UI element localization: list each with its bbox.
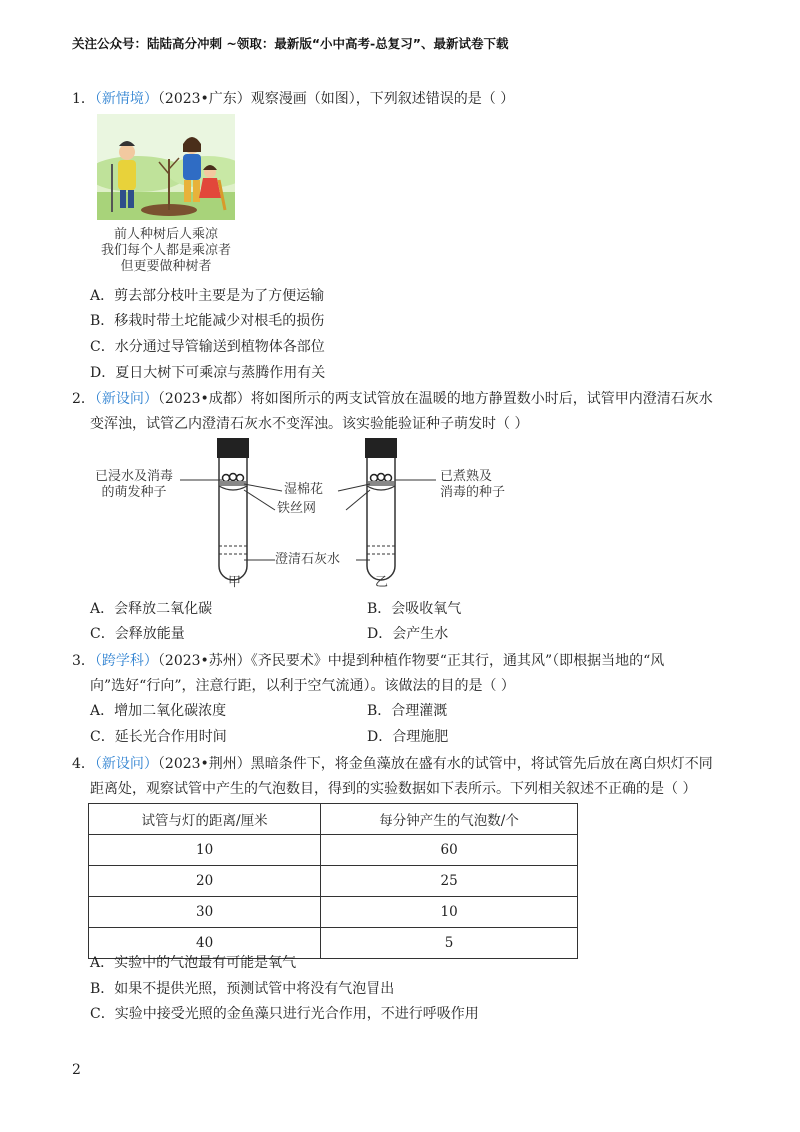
label-boiled-seeds-2: 消毒的种子	[440, 485, 506, 500]
table-row	[89, 897, 578, 928]
table-cell: 25	[321, 866, 578, 897]
table-cell: 30	[89, 897, 321, 928]
question-2-stem	[72, 389, 713, 409]
caption-line: 我们每个人都是乘凉者	[100, 243, 231, 258]
table-header: 每分钟产生的气泡数/个	[321, 804, 578, 835]
label-right	[440, 469, 530, 501]
option-d: D．合理施肥	[367, 729, 449, 745]
table-row	[89, 866, 578, 897]
label-germinating-seeds-2: 的萌发种子	[101, 485, 167, 500]
label-boiled-seeds: 已煮熟及	[440, 469, 493, 484]
table-cell: 10	[321, 897, 578, 928]
option-b: B．移栽时带土坨能减少对根毛的损伤	[90, 313, 325, 329]
option-c: C．延长光合作用时间	[90, 729, 227, 745]
question-tag: （新情境）	[94, 91, 158, 107]
question-tag: （新设问）	[94, 391, 158, 407]
question-1-stem	[72, 89, 514, 109]
option-a: A．增加二氧化碳浓度	[90, 703, 227, 719]
table-row	[89, 835, 578, 866]
question-text: （2023•苏州）《齐民要术》中提到种植作物要“正其行，通其风”（即根据当地的“风	[157, 653, 665, 669]
table-cell: 20	[89, 866, 321, 897]
option-c: C．会释放能量	[90, 626, 185, 642]
table-cell: 10	[89, 835, 321, 866]
table-cell: 5	[321, 928, 578, 959]
caption-line: 但更要做种树者	[120, 259, 212, 274]
option-b: B．会吸收氧气	[367, 601, 462, 617]
question-number: 1．	[72, 91, 95, 107]
option-c: C．水分通过导管输送到植物体各部位	[90, 339, 325, 355]
option-c: C．实验中接受光照的金鱼藻只进行光合作用，不进行呼吸作用	[90, 1006, 479, 1022]
question-number: 2．	[72, 391, 95, 407]
label-wire-mesh: 铁丝网	[277, 501, 317, 516]
question-tag: （新设问）	[94, 756, 158, 772]
table-header-row	[89, 804, 578, 835]
label-limewater: 澄清石灰水	[275, 552, 341, 567]
page-header: 关注公众号：陆陆高分冲刺 ~领取：最新版“小中高考-总复习”、最新试卷下载	[72, 36, 509, 51]
tree-planting-cartoon	[97, 114, 235, 220]
question-2-stem-cont: 变浑浊，试管乙内澄清石灰水不变浑浊。该实验能验证种子萌发时（ ）	[90, 416, 529, 432]
option-d: D．会产生水	[367, 626, 449, 642]
page-number: 2	[72, 1062, 81, 1078]
option-b: B．如果不提供光照，预测试管中将没有气泡冒出	[90, 981, 395, 997]
question-number: 4．	[72, 756, 95, 772]
option-d: D．夏日大树下可乘凉与蒸腾作用有关	[90, 365, 326, 381]
question-text: （2023•广东）观察漫画（如图），下列叙述错误的是（ ）	[157, 91, 515, 107]
question-4-stem	[72, 754, 713, 774]
label-left	[84, 469, 184, 501]
label-wet-cotton: 湿棉花	[284, 482, 324, 497]
option-a: A．剪去部分枝叶主要是为了方便运输	[90, 288, 325, 304]
question-tag: （跨学科）	[94, 653, 158, 669]
question-number: 3．	[72, 653, 95, 669]
cartoon-caption	[86, 227, 246, 275]
caption-line: 前人种树后人乘凉	[113, 227, 218, 242]
label-germinating-seeds: 已浸水及消毒	[94, 469, 173, 484]
data-table	[88, 803, 578, 959]
question-3-stem	[72, 651, 664, 671]
table-cell: 60	[321, 835, 578, 866]
question-4-stem-cont: 距离处，观察试管中产生的气泡数目，得到的实验数据如下表所示。下列相关叙述不正确的是（ ）	[90, 781, 697, 797]
label-tube-b: 乙	[375, 575, 389, 590]
question-text: （2023•成都）将如图所示的两支试管放在温暖的地方静置数小时后，试管甲内澄清石灰水	[157, 391, 713, 407]
table-cell: 40	[89, 928, 321, 959]
option-b: B．合理灌溉	[367, 703, 448, 719]
option-a: A．实验中的气泡最有可能是氧气	[90, 955, 297, 971]
option-a: A．会释放二氧化碳	[90, 601, 213, 617]
table-header: 试管与灯的距离/厘米	[89, 804, 321, 835]
question-3-stem-cont: 向”选好“行向”，注意行距，以利于空气流通）。该做法的目的是（ ）	[90, 678, 515, 694]
question-text: （2023•荆州）黑暗条件下，将金鱼藻放在盛有水的试管中，将试管先后放在离白炽灯不同	[157, 756, 713, 772]
label-tube-a: 甲	[228, 575, 242, 590]
